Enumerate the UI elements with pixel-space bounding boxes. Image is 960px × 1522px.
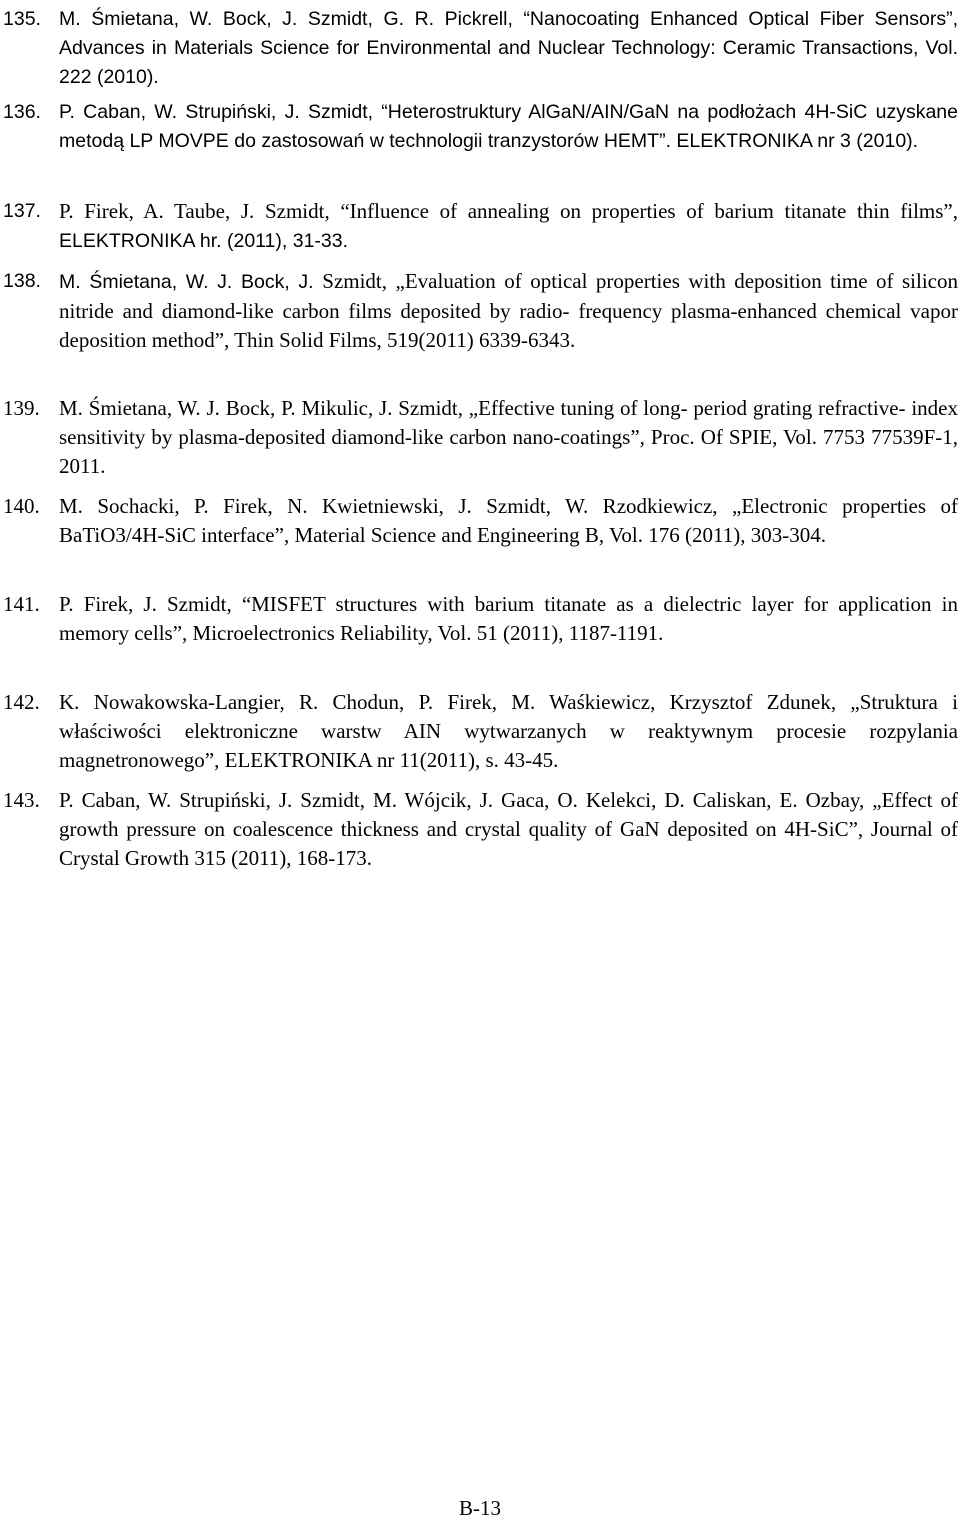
reference-number: 137. [3,200,41,222]
reference-number: 139. [3,396,40,420]
reference-text: P. Caban, W. Strupiński, J. Szmidt, “Heterostruktury AlGaN/AIN/GaN na podłożach 4H-SiC uzyskane metodą LP MOVPE do zastosowań w technologii tranzystorów HEMT”. ELEKTRONIKA nr 3 (2010). [59,101,958,152]
reference-entry-141 [0,590,960,648]
reference-entry-140 [0,492,960,550]
reference-number: 138. [3,270,41,292]
reference-text: P. Firek, J. Szmidt, “MISFET structures with barium titanate as a dielectric layer for application in memory cells”, Microelectronics Reliability, Vol. 51 (2011), 1187-1191. [59,592,958,645]
reference-entry-138 [0,267,960,355]
reference-number: 142. [3,690,40,714]
reference-entry-137 [0,197,960,256]
reference-text-part: ELEKTRONIKA hr. (2011), 31-33. [59,230,349,252]
reference-entry-143 [0,786,960,873]
reference-number: 143. [3,788,40,812]
reference-number: 141. [3,592,40,616]
reference-text: P. Caban, W. Strupiński, J. Szmidt, M. Wójcik, J. Gaca, O. Kelekci, D. Caliskan, E. Ozbay, „Effect of growth pressure on coalescence thickness and crystal quality of GaN deposited on 4H-SiC”, Journal of Crystal Growth 315 (2011), 168-173. [59,788,958,870]
reference-number: 140. [3,494,40,518]
reference-entry-135 [0,5,960,92]
reference-entry-142 [0,688,960,775]
reference-text: K. Nowakowska-Langier, R. Chodun, P. Firek, M. Waśkiewicz, Krzysztof Zdunek, „Struktura i właściwości elektroniczne warstw AIN wytwarzanych w reaktywnym procesie rozpylania magnetronowego”, ELEKTRONIKA nr 11(2011), s. 43-45. [59,690,958,772]
reference-text [59,197,958,256]
reference-entry-139 [0,394,960,481]
reference-text: M. Śmietana, W. J. Bock, P. Mikulic, J. Szmidt, „Effective tuning of long- period grating refractive- index sensitivity by plasma-deposited diamond-like carbon nano-coatings”, Proc. Of SPIE, Vol. 7753 77539F-1, 2011. [59,396,958,478]
reference-text: M. Sochacki, P. Firek, N. Kwietniewski, J. Szmidt, W. Rzodkiewicz, „Electronic properties of BaTiO3/4H-SiC interface”, Material Science and Engineering B, Vol. 176 (2011), 303-304. [59,494,958,547]
reference-text [59,267,958,355]
reference-number: 135. [3,8,41,30]
reference-text-part: M. Śmietana, W. J. Bock, J. [59,271,323,293]
reference-text-part: Szmidt, „Evaluation of optical properties with deposition time of silicon nitride and diamond-like carbon films deposited by radio- frequency plasma-enhanced chemical vapor deposition method”, Thin Solid Films, 519(2011) 6339-6343. [59,269,958,352]
page-number: B-13 [459,1496,501,1520]
reference-text-part: P. Firek, A. Taube, J. Szmidt, “Influence of annealing on properties of barium titanate thin films”, [59,199,958,223]
reference-text: M. Śmietana, W. Bock, J. Szmidt, G. R. Pickrell, “Nanocoating Enhanced Optical Fiber Sensors”, Advances in Materials Science for Environmental and Nuclear Technology: Ceramic Transactions, Vol. 222 (2010). [59,8,958,88]
reference-number: 136. [3,101,41,123]
reference-entry-136 [0,98,960,156]
